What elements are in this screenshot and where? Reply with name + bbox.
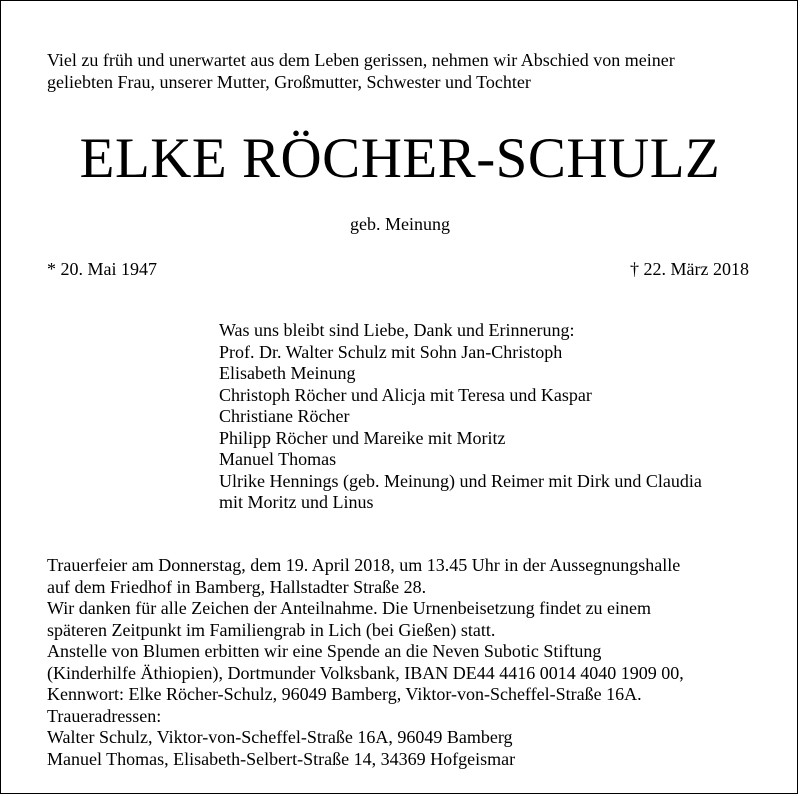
details-line: Kennwort: Elke Röcher-Schulz, 96049 Bamberg, Viktor-von-Scheffel-Straße 16A. [47,684,642,704]
intro-line: Viel zu früh und unerwartet aus dem Leben gerissen, nehmen wir Abschied von meiner [47,50,675,70]
intro-text [47,49,757,93]
details-line: (Kinderhilfe Äthiopien), Dortmunder Volksbank, IBAN DE44 4416 0014 4040 1909 00, [47,662,684,683]
details-line: Traueradressen: [47,705,162,726]
family-line: Christiane Röcher [219,406,350,426]
family-line: Manuel Thomas [219,449,337,469]
family-line: Elisabeth Meinung [219,363,356,383]
death-date: † 22. März 2018 [630,259,749,279]
family-line: Christoph Röcher und Alicja mit Teresa und Kaspar [219,384,592,405]
family-line: Philipp Röcher und Mareike mit Moritz [219,427,506,448]
details-line: Walter Schulz, Viktor-von-Scheffel-Straße 16A, 96049 Bamberg [47,727,513,747]
family-line: Prof. Dr. Walter Schulz mit Sohn Jan-Christoph [219,341,563,362]
deceased-name: ELKE RÖCHER-SCHULZ [79,127,721,190]
details-line: Trauerfeier am Donnerstag, dem 19. April 2018, um 13.45 Uhr in der Aussegnungshalle [47,555,681,575]
birth-name: geb. Meinung [350,214,450,234]
details-line: Manuel Thomas, Elisabeth-Selbert-Straße 14, 34369 Hofgeismar [47,748,516,769]
family-line: mit Moritz und Linus [219,492,374,512]
family-list [219,320,779,514]
details-line: auf dem Friedhof in Bamberg, Hallstadter Straße 28. [47,576,427,597]
intro-line: geliebten Frau, unserer Mutter, Großmutter, Schwester und Tochter [47,72,531,92]
family-line: Ulrike Hennings (geb. Meinung) und Reimer mit Dirk und Claudia [219,470,702,491]
funeral-details [47,555,777,770]
details-line: Wir danken für alle Zeichen der Anteilnahme. Die Urnenbeisetzung findet zu einem [47,598,652,618]
family-line: Was uns bleibt sind Liebe, Dank und Erinnerung: [219,320,575,340]
details-line: späteren Zeitpunkt im Familiengrab in Lich (bei Gießen) statt. [47,619,496,640]
birth-date: * 20. Mai 1947 [47,259,157,279]
details-line: Anstelle von Blumen erbitten wir eine Spende an die Neven Subotic Stiftung [47,641,602,661]
